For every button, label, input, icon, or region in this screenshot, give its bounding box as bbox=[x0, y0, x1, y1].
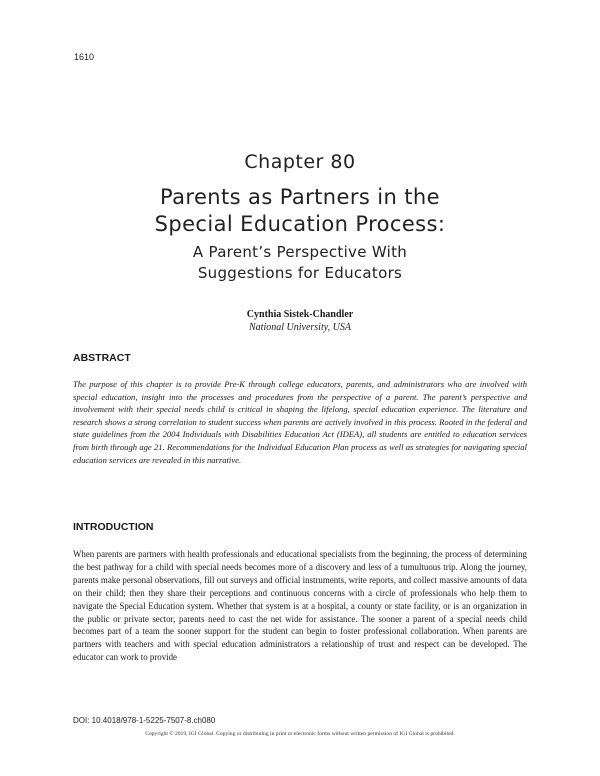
abstract-body: The purpose of this chapter is to provide Pre-K through college educators, parents, and administrators who are involved with special education, insight into the processes and procedures from the perspective of a parent. The parent’s perspective and involvement with their special needs child is critical in shaping the lifelong, special education experience. The literature and research shows a strong correlation to student success when parents are actively involved in this process. Rooted in the federal and state guidelines from the 2004 Individuals with Disabilities Education Act (IDEA), all students are entitled to education services from birth through age 21. Recommendations for the Individual Education Plan process as well as strategies for navigating special education services are revealed in this narrative. bbox=[73, 379, 527, 465]
chapter-header bbox=[40, 150, 560, 284]
author-name: Cynthia Sistek-Chandler bbox=[246, 309, 354, 320]
chapter-title-line: Special Education Process: bbox=[154, 212, 446, 236]
chapter-label: Chapter 80 bbox=[244, 151, 356, 173]
chapter-subtitle-line: Suggestions for Educators bbox=[197, 264, 403, 282]
chapter-title-line: Parents as Partners in the bbox=[160, 185, 440, 209]
chapter-subtitle bbox=[40, 242, 560, 284]
copyright-notice: Copyright © 2019, IGI Global. Copying or distributing in print or electronic forms without written permission of IGI Global is prohibited. bbox=[145, 731, 455, 737]
abstract-heading: ABSTRACT bbox=[73, 352, 131, 364]
author-affiliation: National University, USA bbox=[249, 322, 351, 333]
introduction-body: When parents are partners with health professionals and educational specialists from the beginning, the process of determining the best pathway for a child with special needs becomes more of a discovery and less of a tumultuous trip. Along the journey, parents make personal observations, fill out surveys and official instruments, write reports, and collect massive amounts of data on their child; then they share their perceptions and continuous concerns with a circle of professionals who help them to navigate the Special Education system. Whether that system is at a hospital, a county or state facility, or is an organization in the public or private sector, parents need to cast the net wide for assistance. The sooner a parent of a special needs child becomes part of a team the sooner support for the student can begin to foster professional collaboration. When parents are partners with teachers and with special education administrators a relationship of trust and respect can be developed. The educator can work to provide bbox=[73, 549, 527, 663]
page-number: 1610 bbox=[74, 52, 95, 62]
chapter-title bbox=[40, 184, 560, 238]
introduction-heading: INTRODUCTION bbox=[73, 521, 154, 533]
author-block bbox=[40, 308, 560, 334]
doi-line: DOI: 10.4018/978-1-5225-7507-8.ch080 bbox=[73, 716, 216, 725]
chapter-subtitle-line: A Parent’s Perspective With bbox=[192, 243, 408, 261]
